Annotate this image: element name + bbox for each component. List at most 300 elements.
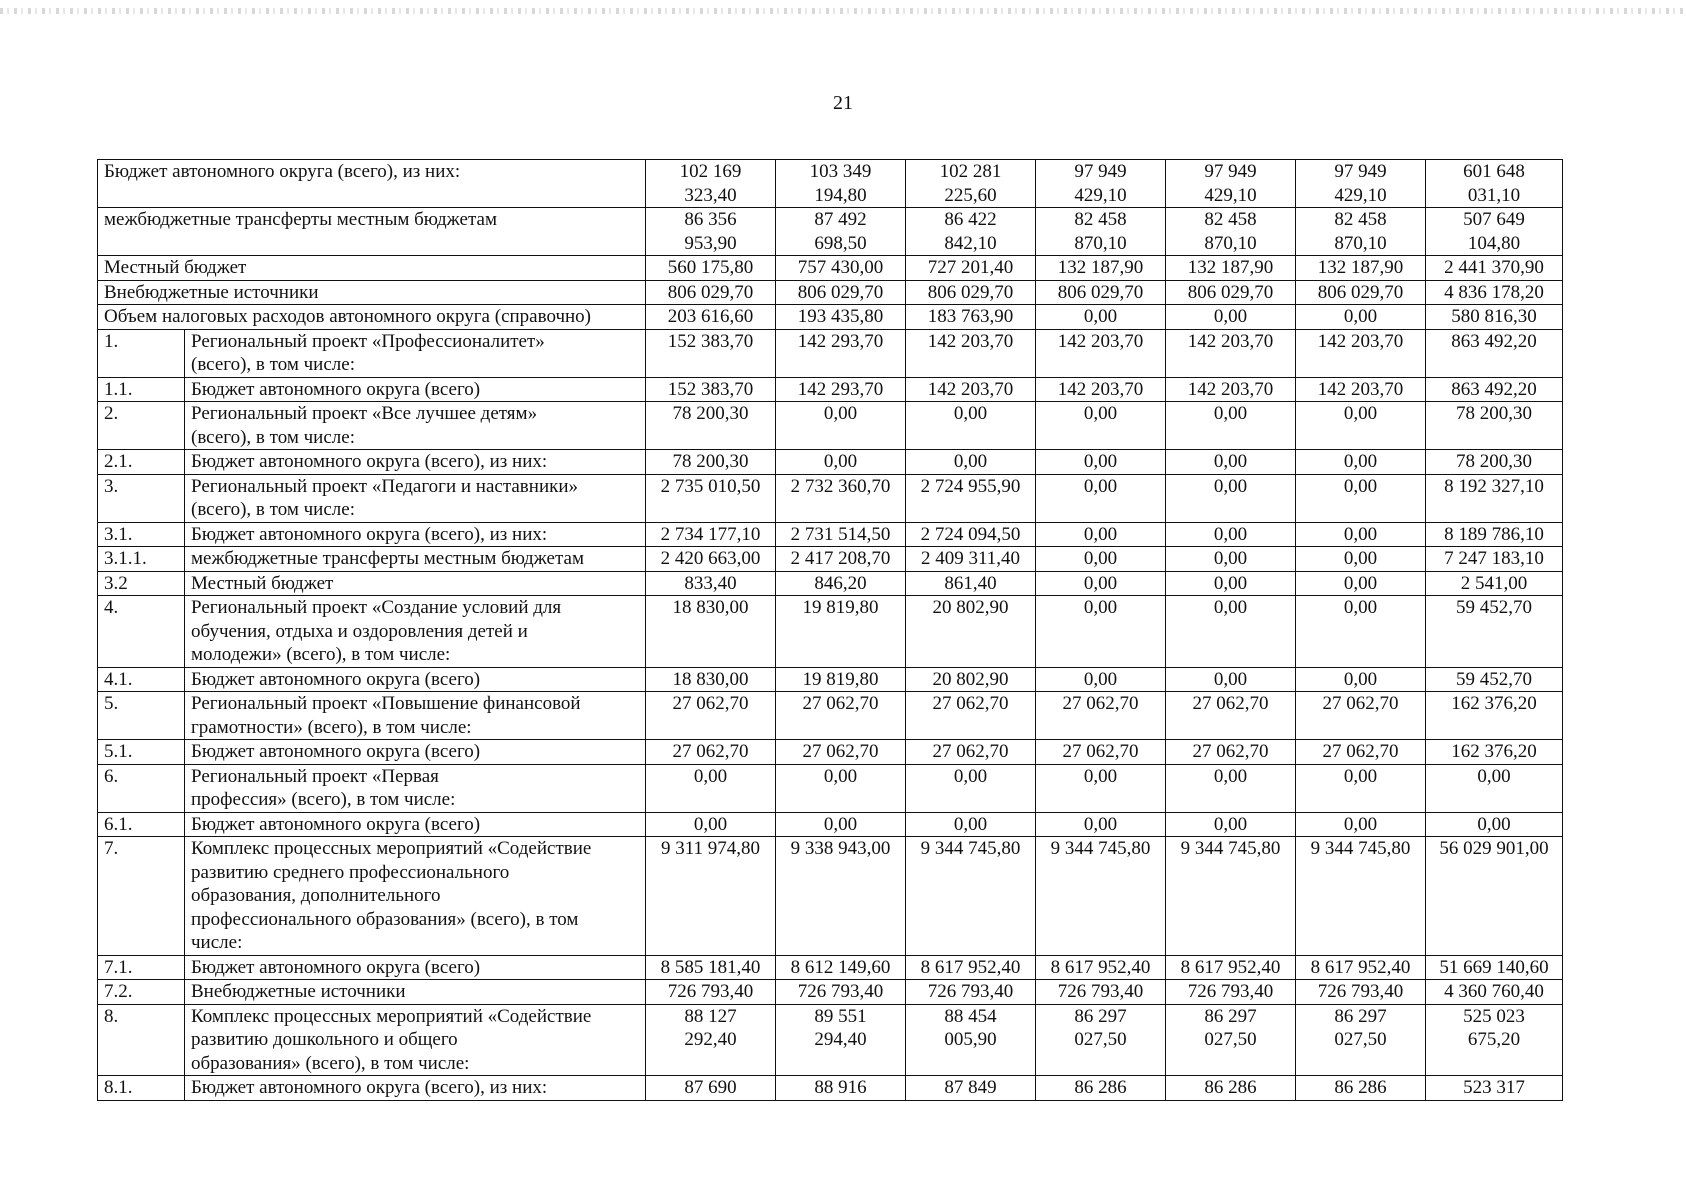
table-row <box>98 450 1563 475</box>
row-title <box>185 764 646 812</box>
value-cell <box>1166 1076 1296 1101</box>
row-title-line: образования» (всего), в том числе: <box>191 1052 470 1074</box>
row-title <box>185 474 646 522</box>
value-cell <box>1166 329 1296 377</box>
value-line: 806 029,70 <box>797 281 884 303</box>
row-title <box>185 571 646 596</box>
value-cell <box>646 667 776 692</box>
value-line: 87 492 <box>814 209 867 230</box>
row-title-line: (всего), в том числе: <box>191 354 355 375</box>
row-title-line: Местный бюджет <box>191 572 334 594</box>
value-line: 0,00 <box>1083 451 1118 472</box>
value-cell <box>646 208 776 256</box>
row-title-line: развитию среднего профессионального <box>191 861 510 883</box>
value-line: 027,50 <box>1074 1029 1127 1050</box>
value-cell <box>906 305 1036 330</box>
value-line: 861,40 <box>944 572 997 594</box>
value-line: 833,40 <box>684 572 737 594</box>
value-cell <box>1296 256 1426 281</box>
value-line: 142 293,70 <box>797 330 884 352</box>
row-title-line: Региональный проект «Создание условий для <box>191 597 562 618</box>
row-code: 3.1. <box>98 522 185 547</box>
value-line: 727 201,40 <box>927 257 1014 278</box>
value-line: 806 029,70 <box>1317 281 1404 303</box>
value-line: 0,00 <box>1477 813 1511 835</box>
value-cell <box>906 402 1036 450</box>
row-label: Внебюджетные источники <box>98 280 646 305</box>
table-row <box>98 256 1563 281</box>
value-cell <box>1426 955 1563 980</box>
value-line: 142 203,70 <box>1187 330 1274 352</box>
value-cell <box>906 980 1036 1005</box>
value-cell <box>1426 208 1563 256</box>
value-line: 0,00 <box>1213 813 1248 835</box>
value-line: 870,10 <box>1334 232 1387 254</box>
value-line: 225,60 <box>944 184 997 206</box>
value-cell <box>906 160 1036 208</box>
value-line: 162 376,20 <box>1451 693 1537 714</box>
value-line: 27 062,70 <box>1322 693 1399 714</box>
value-cell <box>1036 208 1166 256</box>
value-cell <box>1296 740 1426 765</box>
value-cell <box>1036 256 1166 281</box>
value-cell <box>906 450 1036 475</box>
value-cell <box>1166 450 1296 475</box>
value-cell <box>776 305 906 330</box>
value-line: 726 793,40 <box>1317 981 1404 1002</box>
value-line: 0,00 <box>1213 548 1248 569</box>
row-code: 7. <box>98 837 185 956</box>
row-title-line: Комплекс процессных мероприятий «Содействие <box>191 1005 592 1027</box>
value-line: 103 349 <box>809 161 872 182</box>
value-line: 0,00 <box>1343 475 1378 497</box>
row-title-line: Бюджет автономного округа (всего) <box>191 668 481 690</box>
value-line: 0,00 <box>953 451 988 472</box>
value-line: 0,00 <box>1213 597 1248 618</box>
value-cell <box>1166 256 1296 281</box>
value-line: 675,20 <box>1467 1029 1521 1050</box>
row-code: 4.1. <box>98 667 185 692</box>
value-line: 88 916 <box>814 1077 867 1098</box>
value-cell <box>906 547 1036 572</box>
value-cell <box>1166 596 1296 668</box>
value-line: 757 430,00 <box>797 257 884 278</box>
value-line: 78 200,30 <box>1456 403 1532 424</box>
value-cell <box>1296 980 1426 1005</box>
value-line: 726 793,40 <box>927 981 1014 1002</box>
value-line: 86 297 <box>1074 1005 1127 1027</box>
value-cell <box>1036 837 1166 956</box>
value-cell <box>1426 1004 1563 1076</box>
value-cell <box>1296 837 1426 956</box>
value-line: 2 724 955,90 <box>920 475 1021 497</box>
value-line: 78 200,30 <box>672 403 749 424</box>
value-cell <box>906 1076 1036 1101</box>
table-row <box>98 160 1563 208</box>
value-cell <box>906 667 1036 692</box>
value-line: 0,00 <box>823 765 858 787</box>
value-line: 152 383,70 <box>667 378 754 400</box>
value-line: 20 802,90 <box>932 597 1009 618</box>
value-line: 82 458 <box>1074 209 1127 230</box>
value-line: 59 452,70 <box>1456 668 1532 690</box>
value-cell <box>1036 547 1166 572</box>
value-cell <box>776 280 906 305</box>
row-title <box>185 955 646 980</box>
value-cell <box>1296 450 1426 475</box>
row-title-line: числе: <box>191 932 243 953</box>
value-cell <box>1426 377 1563 402</box>
row-title-line: межбюджетные трансферты местным бюджетам <box>191 548 584 569</box>
value-line: 870,10 <box>1204 232 1257 254</box>
value-cell <box>1426 474 1563 522</box>
value-line: 0,00 <box>1343 548 1378 569</box>
value-cell <box>1426 547 1563 572</box>
value-line: 82 458 <box>1334 209 1387 230</box>
value-line: 2 724 094,50 <box>920 523 1021 545</box>
value-cell <box>776 667 906 692</box>
row-title-line: Бюджет автономного округа (всего) <box>191 956 481 978</box>
value-cell <box>1296 160 1426 208</box>
row-title-line: профессия» (всего), в том числе: <box>191 789 456 810</box>
table-row <box>98 955 1563 980</box>
table-row <box>98 1076 1563 1101</box>
value-line: 0,00 <box>1213 765 1248 787</box>
row-title <box>185 329 646 377</box>
value-line: 9 344 745,80 <box>1180 838 1281 859</box>
value-line: 97 949 <box>1334 161 1387 182</box>
value-cell <box>1426 596 1563 668</box>
row-title-line: профессионального образования» (всего), в том <box>191 908 579 930</box>
value-cell <box>1296 402 1426 450</box>
value-line: 0,00 <box>953 765 988 787</box>
value-cell <box>906 955 1036 980</box>
value-line: 0,00 <box>1213 572 1248 594</box>
value-line: 183 763,90 <box>927 306 1014 327</box>
value-cell <box>646 980 776 1005</box>
value-line: 2 417 208,70 <box>790 548 891 569</box>
table-row <box>98 812 1563 837</box>
value-line: 27 062,70 <box>932 741 1009 762</box>
row-code: 3. <box>98 474 185 522</box>
value-cell <box>1426 522 1563 547</box>
value-cell <box>1166 740 1296 765</box>
value-line: 20 802,90 <box>932 668 1009 690</box>
row-title <box>185 402 646 450</box>
value-cell <box>1166 667 1296 692</box>
value-line: 27 062,70 <box>1192 741 1269 762</box>
value-line: 2 420 663,00 <box>660 548 761 569</box>
value-cell <box>1296 474 1426 522</box>
value-line: 27 062,70 <box>1192 693 1269 714</box>
value-line: 0,00 <box>823 403 858 424</box>
value-cell <box>1166 547 1296 572</box>
value-cell <box>1426 450 1563 475</box>
value-cell <box>1036 329 1166 377</box>
value-cell <box>1296 208 1426 256</box>
value-cell <box>906 837 1036 956</box>
row-code: 7.1. <box>98 955 185 980</box>
value-line: 0,00 <box>1343 668 1378 690</box>
value-cell <box>646 571 776 596</box>
value-line: 8 192 327,10 <box>1444 475 1544 497</box>
row-code: 2. <box>98 402 185 450</box>
row-title-line: Бюджет автономного округа (всего), из них: <box>191 523 548 545</box>
value-cell <box>776 522 906 547</box>
row-title-line: развитию дошкольного и общего <box>191 1029 458 1050</box>
value-cell <box>1296 280 1426 305</box>
value-cell <box>776 764 906 812</box>
value-cell <box>776 980 906 1005</box>
value-cell <box>646 596 776 668</box>
value-cell <box>776 740 906 765</box>
value-cell <box>646 764 776 812</box>
row-title <box>185 522 646 547</box>
value-line: 429,10 <box>1204 184 1257 206</box>
row-title <box>185 596 646 668</box>
value-cell <box>776 547 906 572</box>
value-line: 59 452,70 <box>1456 597 1532 618</box>
value-line: 27 062,70 <box>932 693 1009 714</box>
value-cell <box>1036 1076 1166 1101</box>
value-cell <box>1426 980 1563 1005</box>
table-row <box>98 740 1563 765</box>
table-row <box>98 329 1563 377</box>
value-cell <box>1166 980 1296 1005</box>
row-code: 6.1. <box>98 812 185 837</box>
value-cell <box>1426 692 1563 740</box>
row-code: 1.1. <box>98 377 185 402</box>
value-line: 580 816,30 <box>1451 306 1537 327</box>
value-cell <box>1426 812 1563 837</box>
value-line: 4 360 760,40 <box>1444 981 1544 1002</box>
value-line: 9 338 943,00 <box>790 838 891 859</box>
value-line: 292,40 <box>684 1029 737 1050</box>
value-line: 8 617 952,40 <box>1180 956 1281 978</box>
value-cell <box>1296 955 1426 980</box>
value-line: 726 793,40 <box>1057 981 1144 1002</box>
value-cell <box>646 377 776 402</box>
value-line: 0,00 <box>1083 548 1118 569</box>
row-title-line: грамотности» (всего), в том числе: <box>191 716 472 738</box>
value-line: 27 062,70 <box>672 693 749 714</box>
value-cell <box>646 402 776 450</box>
value-line: 8 617 952,40 <box>1050 956 1151 978</box>
value-line: 2 734 177,10 <box>660 523 761 545</box>
value-line: 203 616,60 <box>667 306 754 327</box>
value-line: 27 062,70 <box>1062 741 1139 762</box>
value-cell <box>906 764 1036 812</box>
value-line: 51 669 140,60 <box>1439 956 1549 978</box>
value-cell <box>776 955 906 980</box>
value-line: 8 585 181,40 <box>660 956 761 978</box>
value-cell <box>1166 160 1296 208</box>
value-cell <box>1036 474 1166 522</box>
value-line: 8 189 786,10 <box>1444 523 1544 545</box>
value-line: 8 617 952,40 <box>1310 956 1411 978</box>
value-line: 89 551 <box>814 1005 867 1027</box>
value-line: 132 187,90 <box>1317 257 1404 278</box>
value-line: 87 690 <box>684 1077 737 1098</box>
row-label: Объем налоговых расходов автономного округа (справочно) <box>98 305 646 330</box>
row-title-line: Бюджет автономного округа (всего), из них: <box>191 1077 548 1098</box>
table-row <box>98 280 1563 305</box>
value-cell <box>776 208 906 256</box>
table-row <box>98 208 1563 256</box>
table-row <box>98 692 1563 740</box>
value-line: 0,00 <box>1083 668 1118 690</box>
row-code: 3.1.1. <box>98 547 185 572</box>
value-cell <box>1036 571 1166 596</box>
value-cell <box>1426 280 1563 305</box>
value-cell <box>906 522 1036 547</box>
value-line: 19 819,80 <box>802 597 879 618</box>
table-row <box>98 980 1563 1005</box>
value-cell <box>906 377 1036 402</box>
value-cell <box>1296 571 1426 596</box>
value-line: 82 458 <box>1204 209 1257 230</box>
value-cell <box>906 208 1036 256</box>
value-cell <box>1036 692 1166 740</box>
value-cell <box>646 955 776 980</box>
value-line: 27 062,70 <box>802 741 879 762</box>
row-code: 4. <box>98 596 185 668</box>
value-cell <box>1036 955 1166 980</box>
value-line: 8 612 149,60 <box>790 956 891 978</box>
row-title-line: Региональный проект «Профессионалитет» <box>191 330 545 352</box>
table-row <box>98 596 1563 668</box>
value-line: 27 062,70 <box>672 741 749 762</box>
value-line: 97 949 <box>1074 161 1127 182</box>
value-cell <box>906 474 1036 522</box>
value-line: 142 203,70 <box>1317 378 1404 400</box>
table-row <box>98 837 1563 956</box>
value-cell <box>1036 280 1166 305</box>
value-cell <box>776 474 906 522</box>
value-line: 806 029,70 <box>927 281 1014 303</box>
value-line: 87 849 <box>944 1077 997 1098</box>
row-title-line: Комплекс процессных мероприятий «Содействие <box>191 838 592 859</box>
value-line: 0,00 <box>1083 765 1118 787</box>
value-line: 601 648 <box>1463 161 1525 182</box>
row-title <box>185 450 646 475</box>
value-cell <box>1426 837 1563 956</box>
value-line: 0,00 <box>823 451 858 472</box>
row-title-line: Региональный проект «Повышение финансовой <box>191 693 581 714</box>
value-cell <box>1296 812 1426 837</box>
value-line: 429,10 <box>1074 184 1127 206</box>
value-line: 0,00 <box>1213 475 1248 497</box>
row-title <box>185 547 646 572</box>
value-cell <box>1036 980 1166 1005</box>
row-title <box>185 1076 646 1101</box>
value-line: 86 356 <box>684 209 737 230</box>
value-cell <box>776 812 906 837</box>
value-cell <box>906 812 1036 837</box>
value-line: 0,00 <box>1343 765 1378 787</box>
value-cell <box>646 692 776 740</box>
value-cell <box>1426 740 1563 765</box>
value-line: 142 203,70 <box>1187 378 1274 400</box>
value-line: 0,00 <box>1213 668 1248 690</box>
value-cell <box>646 305 776 330</box>
value-cell <box>906 740 1036 765</box>
value-cell <box>1036 377 1166 402</box>
value-cell <box>1036 667 1166 692</box>
value-cell <box>1426 402 1563 450</box>
row-title <box>185 377 646 402</box>
value-cell <box>1166 1004 1296 1076</box>
table-row <box>98 764 1563 812</box>
value-line: 9 344 745,80 <box>920 838 1021 859</box>
value-line: 0,00 <box>1477 765 1511 787</box>
value-cell <box>1166 474 1296 522</box>
value-cell <box>646 160 776 208</box>
value-line: 2 732 360,70 <box>790 475 891 497</box>
value-line: 525 023 <box>1463 1005 1525 1027</box>
value-line: 0,00 <box>953 403 988 424</box>
value-cell <box>1426 256 1563 281</box>
value-line: 86 297 <box>1334 1005 1387 1027</box>
value-line: 0,00 <box>1343 572 1378 594</box>
value-cell <box>646 812 776 837</box>
value-line: 9 344 745,80 <box>1050 838 1151 859</box>
value-line: 2 541,00 <box>1460 572 1528 594</box>
row-title-line: Бюджет автономного округа (всего), из них: <box>191 451 548 472</box>
value-line: 2 441 370,90 <box>1444 257 1544 278</box>
value-cell <box>1296 764 1426 812</box>
row-label: Бюджет автономного округа (всего), из них: <box>98 160 646 208</box>
value-line: 0,00 <box>1343 597 1378 618</box>
value-line: 152 383,70 <box>667 330 754 352</box>
row-title <box>185 980 646 1005</box>
value-line: 523 317 <box>1463 1077 1525 1098</box>
value-line: 806 029,70 <box>1187 281 1274 303</box>
scan-edge-artifact <box>0 8 1686 14</box>
row-title <box>185 837 646 956</box>
row-label: Местный бюджет <box>98 256 646 281</box>
value-cell <box>1166 571 1296 596</box>
value-line: 0,00 <box>823 813 858 835</box>
value-line: 142 203,70 <box>1057 330 1144 352</box>
value-cell <box>776 256 906 281</box>
table-row <box>98 402 1563 450</box>
row-title <box>185 812 646 837</box>
value-line: 2 409 311,40 <box>920 548 1021 569</box>
value-cell <box>1296 596 1426 668</box>
value-line: 0,00 <box>1343 306 1378 327</box>
value-cell <box>1296 692 1426 740</box>
value-cell <box>646 280 776 305</box>
value-cell <box>1426 1076 1563 1101</box>
row-label: межбюджетные трансферты местным бюджетам <box>98 208 646 256</box>
row-code: 2.1. <box>98 450 185 475</box>
page-number: 21 <box>833 92 853 114</box>
value-line: 86 422 <box>944 209 997 230</box>
value-cell <box>1036 522 1166 547</box>
value-cell <box>906 329 1036 377</box>
value-line: 88 127 <box>684 1005 737 1027</box>
value-line: 86 286 <box>1074 1077 1127 1098</box>
value-cell <box>1036 305 1166 330</box>
value-line: 953,90 <box>684 232 737 254</box>
value-cell <box>1166 402 1296 450</box>
value-line: 0,00 <box>1083 572 1118 594</box>
value-line: 0,00 <box>953 813 988 835</box>
row-title-line: (всего), в том числе: <box>191 499 355 520</box>
value-line: 0,00 <box>1343 813 1378 835</box>
value-line: 806 029,70 <box>667 281 754 303</box>
